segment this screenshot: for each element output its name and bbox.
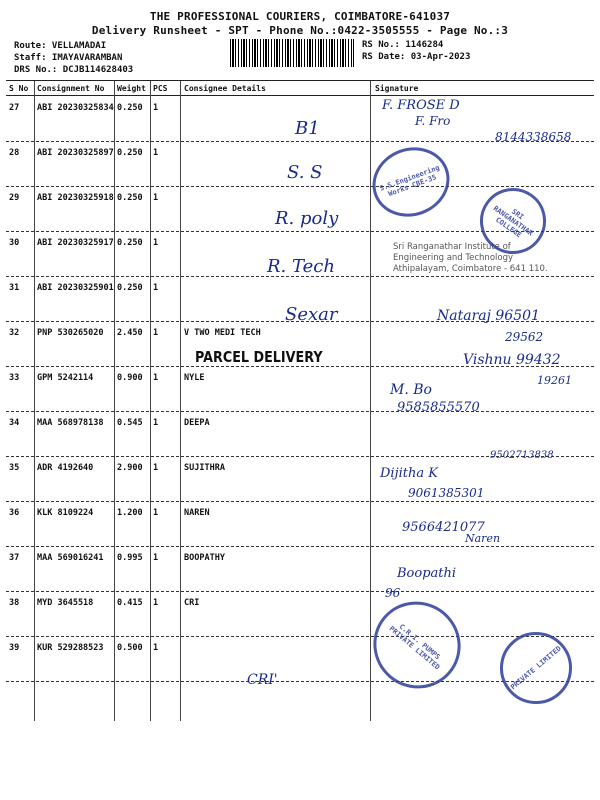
col-pcs: PCS	[153, 84, 168, 93]
cell-sno: 33	[9, 373, 20, 383]
handwritten-signature: Naren	[465, 532, 501, 545]
parcel-delivery-stamp: PARCEL DELIVERY	[195, 348, 323, 366]
cell-pcs: 1	[153, 148, 159, 158]
handwritten-phone: 29562	[505, 330, 544, 344]
cell-weight: 1.200	[117, 508, 143, 518]
table-row	[0, 367, 600, 412]
cell-weight: 0.250	[117, 148, 143, 158]
stamp-text: PRIVATE LIMITED	[509, 644, 563, 692]
cell-consignee: DEEPA	[184, 418, 210, 428]
table-row	[0, 457, 600, 502]
company-name: THE PROFESSIONAL COURIERS, COIMBATORE-641037	[149, 10, 451, 23]
cell-consignee: NYLE	[184, 373, 205, 383]
cell-pcs: 1	[153, 418, 159, 428]
cell-consignee: BOOPATHY	[184, 553, 225, 563]
cell-weight: 0.250	[117, 283, 143, 293]
handwritten-phone: 9502713838	[490, 450, 554, 461]
rs-date: RS Date: 03-Apr-2023	[362, 52, 471, 62]
handwritten-signature: F. Fro	[415, 114, 451, 128]
cell-pcs: 1	[153, 283, 159, 293]
cell-consignment: MYD 3645518	[37, 598, 94, 608]
handwritten-consignee: S. S	[287, 162, 323, 183]
table-row	[0, 502, 600, 547]
cell-consignment: PNP 530265020	[37, 328, 104, 338]
cell-sno: 31	[9, 283, 20, 293]
cell-pcs: 1	[153, 508, 159, 518]
handwritten-phone: 9566421077	[402, 520, 485, 535]
table-row	[0, 547, 600, 592]
cell-weight: 2.900	[117, 463, 143, 473]
cell-pcs: 1	[153, 373, 159, 383]
cell-consignment: GPM 5242114	[37, 373, 94, 383]
rs-number: RS No.: 1146284	[362, 40, 444, 50]
handwritten-consignee: R. Tech	[267, 256, 335, 277]
cell-pcs: 1	[153, 598, 159, 608]
handwritten-phone: 9061385301	[408, 486, 485, 500]
handwritten-signature: Dijitha K	[380, 466, 438, 481]
cell-weight: 0.415	[117, 598, 143, 608]
handwritten-signature: Nataraj 96501	[437, 308, 540, 324]
header-bottom-rule	[6, 95, 594, 96]
handwritten-phone: 19261	[537, 374, 572, 387]
col-weight: Weight	[117, 84, 146, 93]
cell-consignment: ADR 4192640	[37, 463, 94, 473]
handwritten-consignee: R. poly	[275, 208, 339, 229]
cell-sno: 28	[9, 148, 20, 158]
cell-consignee: NAREN	[184, 508, 210, 518]
handwritten-signature: Boopathi	[397, 566, 457, 581]
cell-pcs: 1	[153, 328, 159, 338]
cell-weight: 0.500	[117, 643, 143, 653]
table-header	[0, 81, 600, 95]
route-label: Route: VELLAMADAI	[14, 41, 107, 51]
handwritten-signature: M. Bo	[390, 382, 432, 398]
cell-pcs: 1	[153, 643, 159, 653]
cell-consignment: KLK 8109224	[37, 508, 94, 518]
cell-consignment: ABI 20230325897	[37, 148, 114, 158]
cell-weight: 0.545	[117, 418, 143, 428]
cell-weight: 0.250	[117, 103, 143, 113]
table-row	[0, 592, 600, 637]
cell-pcs: 1	[153, 463, 159, 473]
cell-consignment: MAA 569016241	[37, 553, 104, 563]
staff-label: Staff: IMAYAVARAMBAN	[14, 53, 123, 63]
cell-sno: 37	[9, 553, 20, 563]
cell-consignment: ABI 20230325918	[37, 193, 114, 203]
handwritten-phone: 8144338658	[495, 130, 572, 144]
drs-number: DRS No.: DCJB114628403	[14, 65, 134, 75]
handwritten-signature: F. FROSE D	[382, 98, 460, 113]
handwritten-consignee: Sexar	[285, 304, 338, 325]
cell-sno: 39	[9, 643, 20, 653]
handwritten-consignee: CRI'	[247, 672, 278, 688]
cell-sno: 27	[9, 103, 20, 113]
handwritten-phone: 9585855570	[397, 400, 480, 415]
cell-pcs: 1	[153, 238, 159, 248]
cell-sno: 32	[9, 328, 20, 338]
cell-sno: 38	[9, 598, 20, 608]
col-signature: Signature	[375, 84, 419, 93]
cell-pcs: 1	[153, 553, 159, 563]
col-consignee: Consignee Details	[184, 84, 266, 93]
stamp-line: Athipalayam, Coimbatore - 641 110.	[393, 264, 548, 274]
cell-sno: 29	[9, 193, 20, 203]
cell-consignment: KUR 529288523	[37, 643, 104, 653]
cell-weight: 0.250	[117, 238, 143, 248]
stamp-line: Sri Ranganathar Institute of	[393, 242, 511, 252]
handwritten-phone: 96	[385, 586, 401, 600]
cell-consignee: SUJITHRA	[184, 463, 225, 473]
handwritten-signature: Vishnu 99432	[463, 352, 561, 368]
cell-weight: 0.995	[117, 553, 143, 563]
cell-consignee: V TWO MEDI TECH	[184, 328, 261, 338]
cell-sno: 35	[9, 463, 20, 473]
stamp-text: SRI RANGANATHAR COLLEGE	[491, 204, 535, 240]
stamp-text: S.S.Engineering Works CBE-35	[378, 163, 441, 199]
cell-consignment: MAA 568978138	[37, 418, 104, 428]
stamp-line: Engineering and Technology	[393, 253, 514, 263]
cell-weight: 2.450	[117, 328, 143, 338]
cell-pcs: 1	[153, 193, 159, 203]
cell-sno: 30	[9, 238, 20, 248]
cell-sno: 34	[9, 418, 20, 428]
col-consignment: Consignment No	[37, 84, 105, 93]
barcode	[230, 39, 354, 67]
cell-weight: 0.900	[117, 373, 143, 383]
cell-consignment: ABI 20230325834	[37, 103, 114, 113]
cell-consignment: ABI 20230325901	[37, 283, 114, 293]
cell-sno: 36	[9, 508, 20, 518]
handwritten-consignee: B1	[295, 118, 320, 139]
cell-pcs: 1	[153, 103, 159, 113]
col-sno: S No	[9, 84, 29, 93]
cell-weight: 0.250	[117, 193, 143, 203]
stamp-text: C.R.I. PUMPS PRIVATE LIMITED	[387, 622, 442, 672]
cell-consignment: ABI 20230325917	[37, 238, 114, 248]
runsheet-title: Delivery Runsheet - SPT - Phone No.:0422-3505555 - Page No.:3	[91, 24, 509, 37]
cell-consignee: CRI	[184, 598, 200, 608]
